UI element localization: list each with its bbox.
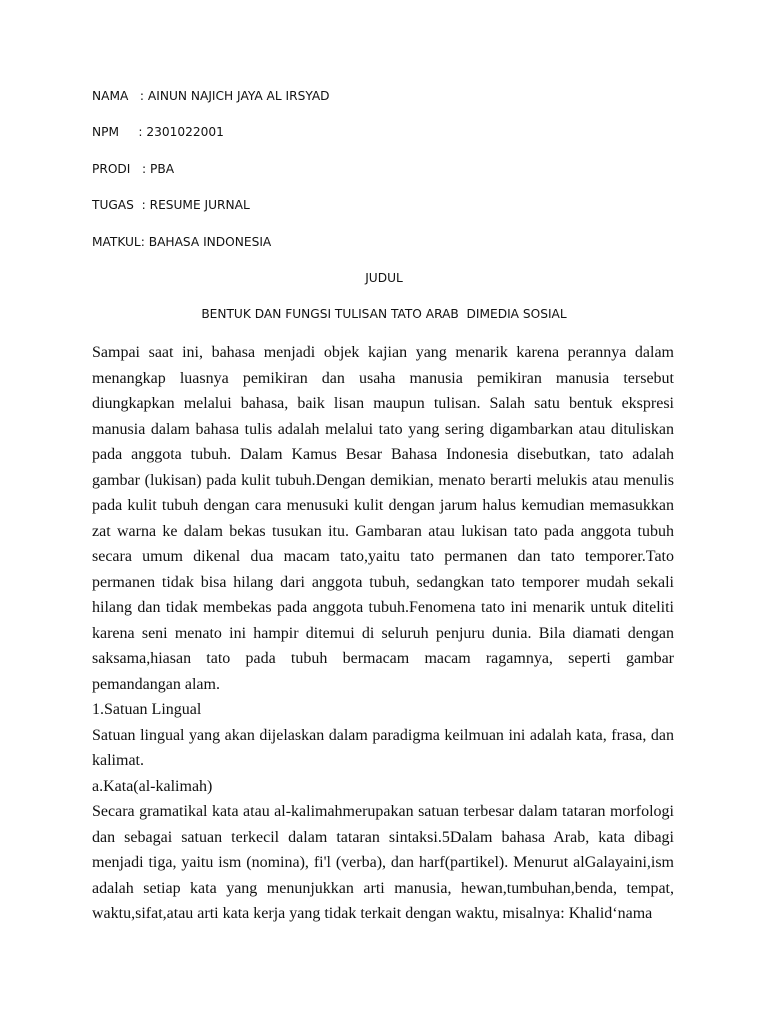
satuan-lingual-paragraph: Satuan lingual yang akan dijelaskan dalam paradigma keilmuan ini adalah kata, frasa, dan kalimat. [92,726,674,769]
assignment-line: TUGAS : RESUME JURNAL [92,198,250,212]
body-text [92,340,674,927]
judul-label: JUDUL [365,271,403,285]
course-line: MATKUL: BAHASA INDONESIA [92,235,272,249]
student-name-line: NAMA : AINUN NAJICH JAYA AL IRSYAD [92,89,330,103]
document-title: BENTUK DAN FUNGSI TULISAN TATO ARAB DIMEDIA SOSIAL [201,307,567,321]
study-program-line: PRODI : PBA [92,162,175,176]
intro-paragraph: Sampai saat ini, bahasa menjadi objek kajian yang menarik karena perannya dalam menangkap luasnya pemikiran dan usaha manusia pemikiran manusia tersebut diungkapkan melalui bahasa, baik lisan maupun tulisan. Salah satu bentuk ekspresi manusia dalam bahasa tulis adalah melalui tato yang sering digambarkan atau dituliskan pada anggota tubuh. Dalam Kamus Besar Bahasa Indonesia disebutkan, tato adalah gambar (lukisan) pada kulit tubuh.Dengan demikian, menato berarti melukis atau menulis pada kulit tubuh dengan cara menusuki kulit dengan jarum halus kemudian memasukkan zat warna ke dalam bekas tusukan itu. Gambaran atau lukisan tato pada anggota tubuh secara umum dikenal dua macam tato,yaitu tato permanen dan tato temporer.Tato permanen tidak bisa hilang dari anggota tubuh, sedangkan tato temporer mudah sekali hilang dan tidak membekas pada anggota tubuh.Fenomena tato ini menarik untuk diteliti karena seni menato ini hampir ditemui di seluruh penjuru dunia. Bila diamati dengan saksama,hiasan tato pada tubuh bermacam macam ragamnya, seperti gambar pemandangan alam. [92,344,674,693]
kata-paragraph: Secara gramatikal kata atau al-kalimahmerupakan satuan terbesar dalam tataran morfologi dan sebagai satuan terkecil dalam tataran sintaksi.5Dalam bahasa Arab, kata dibagi menjadi tiga, yaitu ism (nomina), fi'l (verba), dan harf(partikel). Menurut alGalayaini,ism adalah setiap kata yang menunjukkan arti manusia, hewan,tumbuhan,benda, tempat, waktu,sifat,atau arti kata kerja yang tidak terkait dengan waktu, misalnya: Khalid‘nama [92,803,674,922]
section-heading-satuan-lingual: 1.Satuan Lingual [92,701,202,718]
student-npm-line: NPM : 2301022001 [92,125,224,139]
subsection-heading-kata: a.Kata(al-kalimah) [92,777,213,795]
